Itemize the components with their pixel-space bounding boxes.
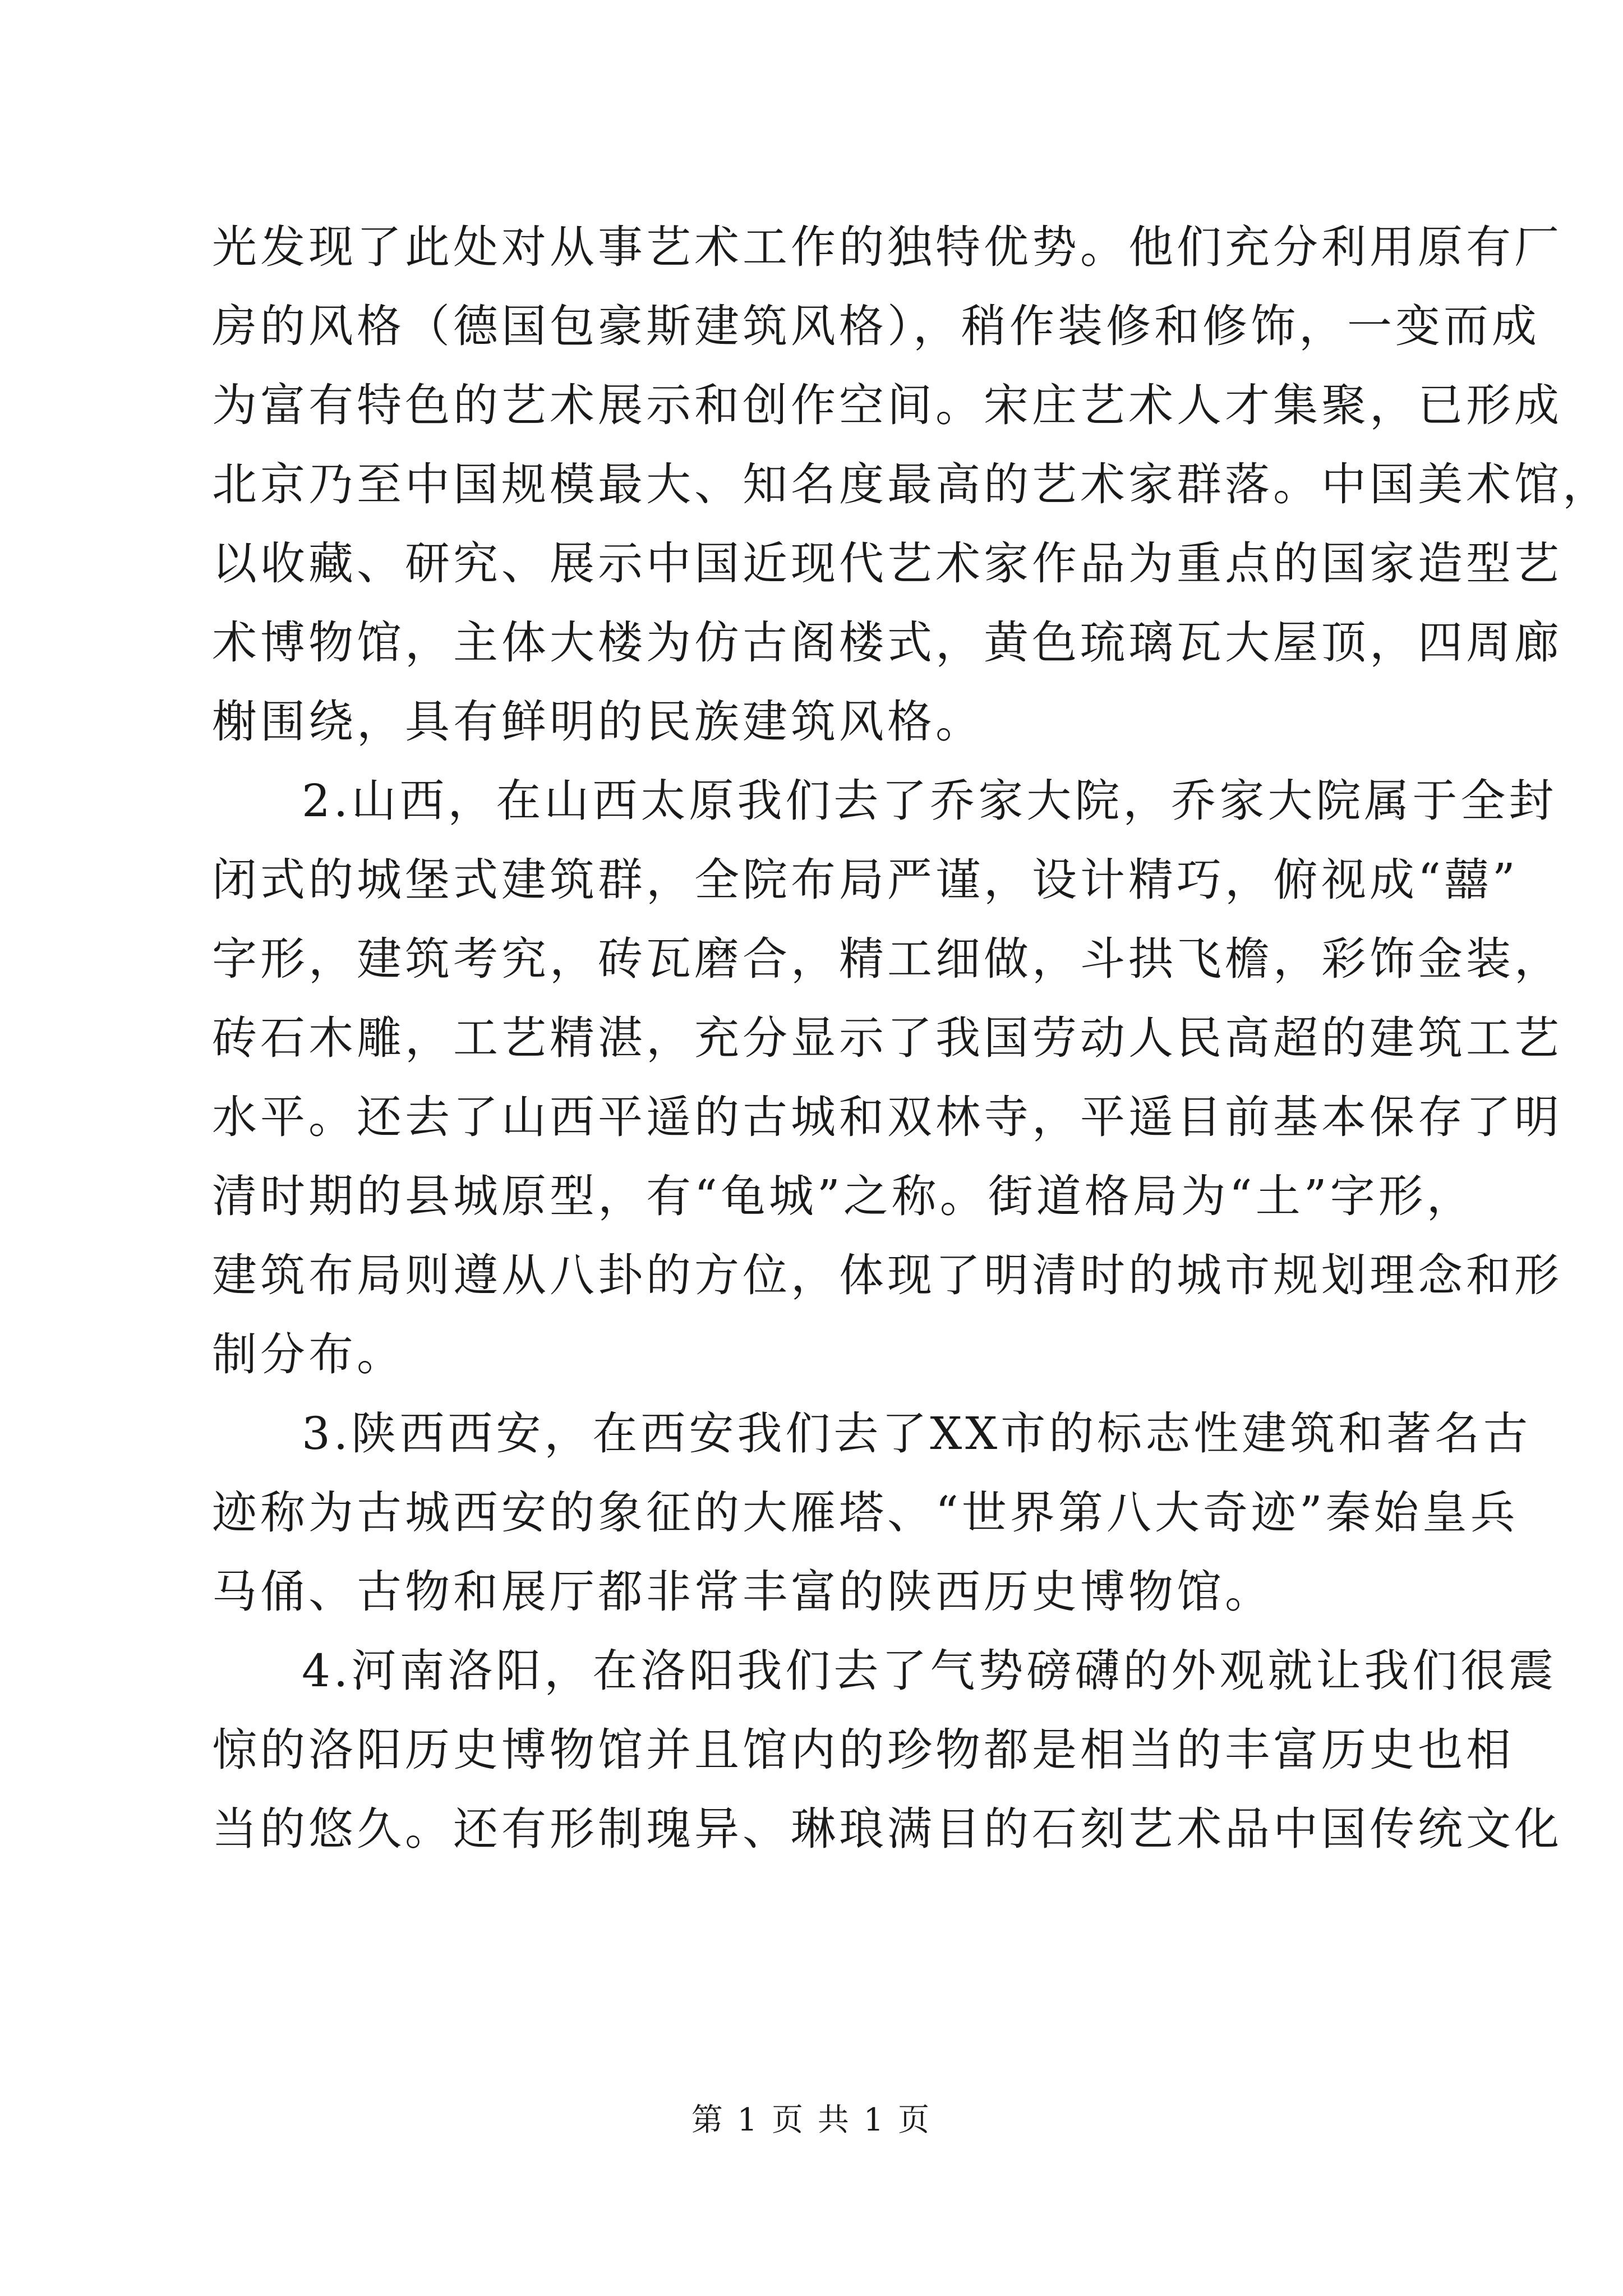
text-line: 2.山西，在山西太原我们去了乔家大院，乔家大院属于全封: [302, 775, 1557, 827]
text-line: 北京乃至中国规模最大、知名度最高的艺术家群落。中国美术馆，: [212, 458, 1611, 510]
text-line: 4.河南洛阳，在洛阳我们去了气势磅礴的外观就让我们很震: [302, 1645, 1557, 1697]
text-line: 清时期的县城原型，有“龟城”之称。街道格局为“土”字形，: [212, 1170, 1475, 1222]
text-line: 迹称为古城西安的象征的大雁塔、“世界第八大奇迹”秦始皇兵: [212, 1487, 1519, 1539]
text-line: 马俑、古物和展厅都非常丰富的陕西历史博物馆。: [212, 1566, 1273, 1618]
text-line: 术博物馆，主体大楼为仿古阁楼式，黄色琉璃瓦大屋顶，四周廊: [212, 616, 1562, 669]
text-line: 当的悠久。还有形制瑰异、琳琅满目的石刻艺术品中国传统文化: [212, 1803, 1562, 1855]
text-line: 字形，建筑考究，砖瓦磨合，精工细做，斗拱飞檐，彩饰金装，: [212, 933, 1562, 985]
page-footer: 第 1 页 共 1 页: [691, 2102, 932, 2138]
text-line: 建筑布局则遵从八卦的方位，体现了明清时的城市规划理念和形: [212, 1249, 1562, 1301]
text-line: 水平。还去了山西平遥的古城和双林寺，平遥目前基本保存了明: [212, 1091, 1562, 1143]
text-line: 3.陕西西安，在西安我们去了XX市的标志性建筑和著名古: [302, 1407, 1532, 1460]
text-line: 闭式的城堡式建筑群，全院布局严谨，设计精巧，俯视成“囍”: [212, 854, 1519, 906]
text-line: 砖石木雕，工艺精湛，充分显示了我国劳动人民高超的建筑工艺: [212, 1012, 1562, 1064]
text-line: 为富有特色的艺术展示和创作空间。宋庄艺术人才集聚，已形成: [212, 379, 1562, 431]
text-line: 以收藏、研究、展示中国近现代艺术家作品为重点的国家造型艺: [212, 537, 1562, 590]
text-line: 光发现了此处对从事艺术工作的独特优势。他们充分利用原有厂: [212, 221, 1562, 273]
text-line: 榭围绕，具有鲜明的民族建筑风格。: [212, 696, 984, 748]
text-line: 惊的洛阳历史博物馆并且馆内的珍物都是相当的丰富历史也相: [212, 1724, 1514, 1776]
document-body: [212, 208, 1611, 1869]
text-line: 制分布。: [212, 1328, 405, 1381]
text-line: 房的风格（德国包豪斯建筑风格），稍作装修和修饰，一变而成: [212, 300, 1540, 352]
